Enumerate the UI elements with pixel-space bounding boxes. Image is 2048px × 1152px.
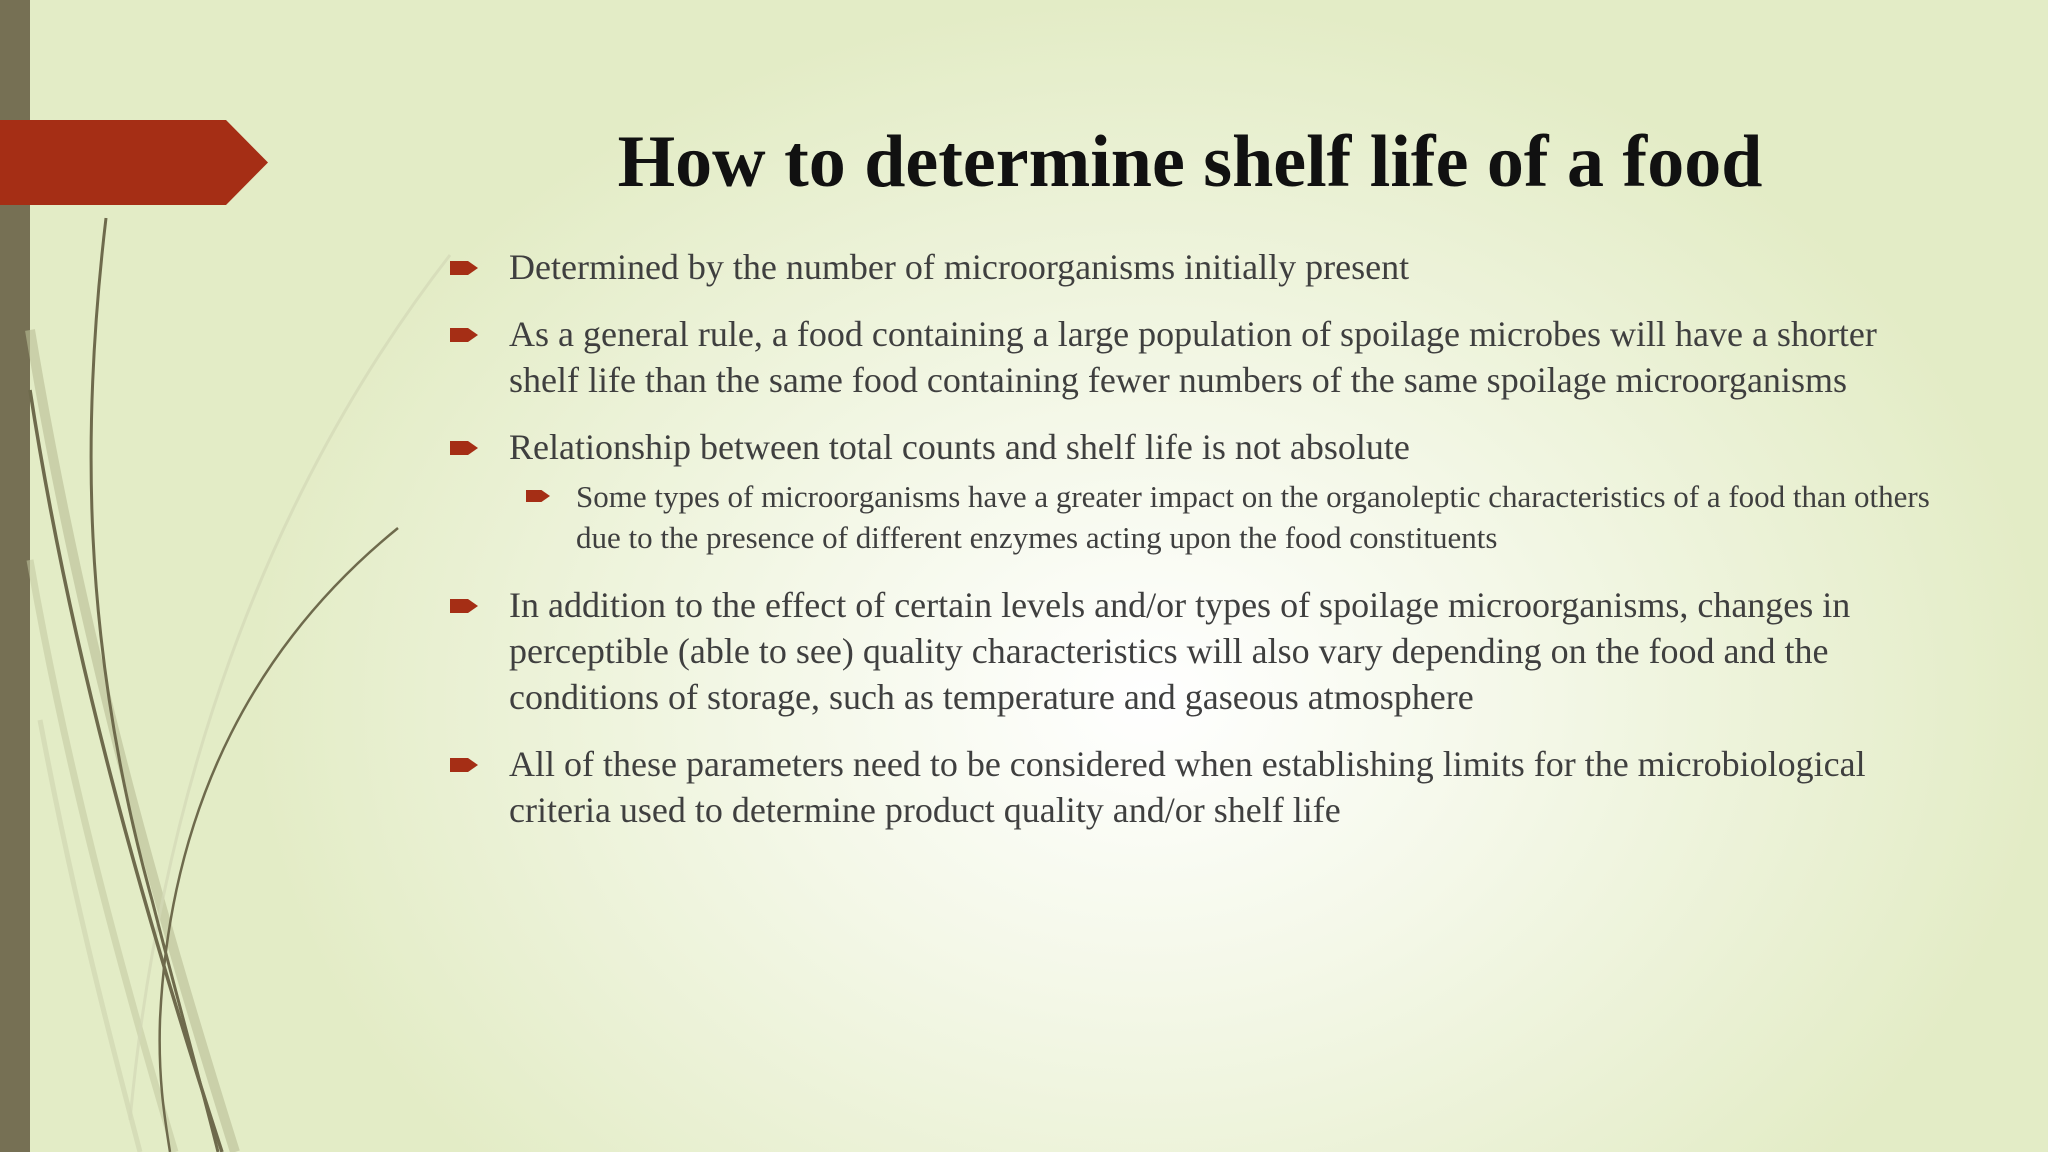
bullet-text: Relationship between total counts and shelf life is not absolute bbox=[509, 427, 1410, 467]
title-arrow-accent bbox=[0, 120, 268, 205]
bullet-list bbox=[450, 244, 1930, 854]
slide-title: How to determine shelf life of a food bbox=[617, 121, 1763, 203]
arrow-bullet-icon bbox=[450, 326, 478, 344]
bullet-text: All of these parameters need to be considered when establishing limits for the microbiological criteria used to determine product quality and/or shelf life bbox=[509, 744, 1866, 830]
bullet-item bbox=[450, 424, 1930, 470]
bullet-text: As a general rule, a food containing a large population of spoilage microbes will have a shorter shelf life than the same food containing fewer numbers of the same spoilage microorganisms bbox=[509, 314, 1877, 400]
sub-bullet-item bbox=[526, 476, 1930, 558]
arrow-bullet-icon bbox=[450, 597, 478, 615]
bullet-item bbox=[450, 741, 1930, 833]
arrow-bullet-icon bbox=[450, 756, 478, 774]
arrow-bullet-icon bbox=[450, 259, 478, 277]
bullet-item bbox=[450, 244, 1930, 290]
arrow-bullet-icon bbox=[526, 488, 550, 504]
bullet-item bbox=[450, 311, 1930, 403]
bullet-text: In addition to the effect of certain levels and/or types of spoilage microorganisms, changes in perceptible (able to see) quality characteristics will also vary depending on the food and the conditions of storage, such as temperature and gaseous atmosphere bbox=[509, 585, 1851, 717]
bullet-item bbox=[450, 582, 1930, 720]
sub-bullet-text: Some types of microorganisms have a greater impact on the organoleptic characteristics of a food than others due to the presence of different enzymes acting upon the food constituents bbox=[576, 479, 1930, 555]
arrow-bullet-icon bbox=[450, 439, 478, 457]
bullet-text: Determined by the number of microorganisms initially present bbox=[509, 247, 1410, 287]
